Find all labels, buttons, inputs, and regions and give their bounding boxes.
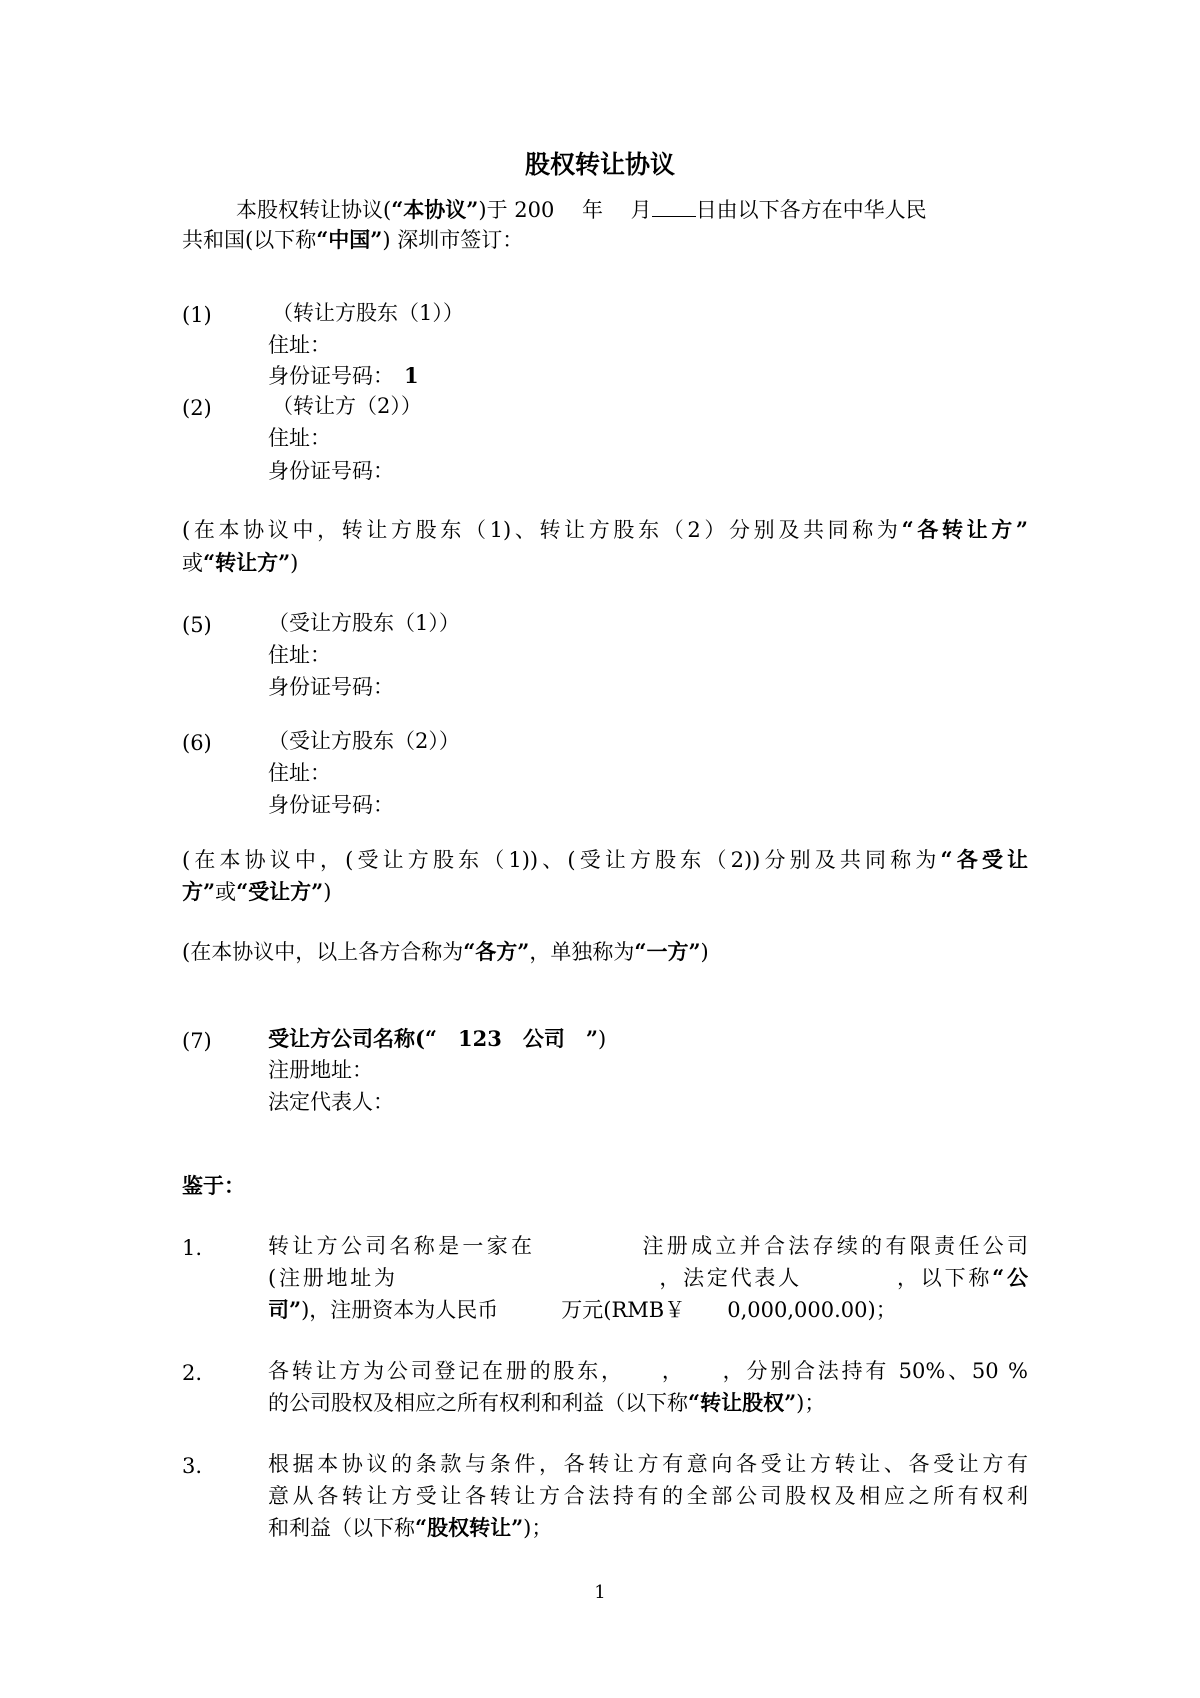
party-address: 住址： xyxy=(268,333,331,357)
id-value: 1 xyxy=(404,363,419,388)
company-legal-rep: 法定代表人： xyxy=(268,1090,394,1114)
clause-text: (注册地址为 ，法定代表人 ，以下称 xyxy=(268,1266,993,1290)
company-name: 受让方公司名称(“ 123 公司 ” xyxy=(268,1026,598,1051)
note-text: (在本协议中，转让方股东（1)、转让方股东（2）分别及共同称为 xyxy=(182,518,902,542)
party-name xyxy=(268,1024,606,1054)
defined-term: “中国” xyxy=(316,227,383,252)
id-label: 身份证号码： xyxy=(268,364,394,388)
whereas-heading: 鉴于： xyxy=(182,1173,245,1198)
note-text: 或 xyxy=(215,880,237,904)
intro-line-2 xyxy=(182,225,523,255)
defined-term: “公 xyxy=(992,1265,1028,1290)
party-name: （转让方（2）） xyxy=(272,394,422,418)
document-title: 股权转让协议 xyxy=(524,150,675,179)
party-id: 身份证号码： xyxy=(268,459,394,483)
party-number: (2) xyxy=(182,396,212,420)
whereas-item-3-line-2: 意从各转让方受让各转让方合法持有的全部公司股权及相应之所有权利 xyxy=(268,1484,1028,1508)
party-name: （受让方股东（1）） xyxy=(268,611,460,635)
defined-term: “股权转让” xyxy=(415,1515,524,1540)
clause-text: 的公司股权及相应之所有权利和利益（以下称 xyxy=(268,1391,688,1415)
clause-text: )； xyxy=(796,1391,826,1415)
party-number: (5) xyxy=(182,613,212,637)
intro-text: )于 200 年 月 xyxy=(478,198,652,222)
note-all-parties xyxy=(182,937,709,967)
whereas-item-1-line-1: 转让方公司名称是一家在 注册成立并合法存续的有限责任公司 xyxy=(268,1234,1028,1258)
defined-term: “各方” xyxy=(463,939,530,964)
party-id: 身份证号码： xyxy=(268,793,394,817)
company-registered-address: 注册地址： xyxy=(268,1058,373,1082)
defined-term: “转让股权” xyxy=(688,1390,797,1415)
whereas-item-1-line-2 xyxy=(268,1263,1028,1293)
party-number: (6) xyxy=(182,731,212,755)
defined-term: 方” xyxy=(182,879,216,904)
note-text: (在本协议中，以上各方合称为 xyxy=(182,940,464,964)
party-address: 住址： xyxy=(268,643,331,667)
intro-text: 日由以下各方在中华人民 xyxy=(695,198,927,222)
date-blank xyxy=(652,196,696,217)
intro-text: 本股权转让协议( xyxy=(236,198,392,222)
party-id: 身份证号码： xyxy=(268,675,394,699)
note-text: 或 xyxy=(182,551,203,575)
whereas-item-1-line-3 xyxy=(268,1295,897,1325)
note-text: ) xyxy=(290,551,299,575)
party-number: (7) xyxy=(182,1029,212,1053)
whereas-item-2-line-2 xyxy=(268,1388,825,1418)
party-name: （转让方股东（1）） xyxy=(272,301,464,325)
clause-text: )，注册资本为人民币 万元(RMB￥ 0,000,000.00)； xyxy=(301,1298,897,1322)
whereas-item-3-line-3 xyxy=(268,1513,552,1543)
note-text: ) xyxy=(323,880,332,904)
defined-term: “一方” xyxy=(634,939,701,964)
company-name-close: ) xyxy=(597,1027,607,1051)
defined-term: 司” xyxy=(268,1297,302,1322)
note-text: ，单独称为 xyxy=(529,940,635,964)
party-number: (1) xyxy=(182,303,212,327)
note-transferee-line-2 xyxy=(182,877,331,907)
whereas-item-number: 1. xyxy=(182,1236,203,1260)
defined-term: “各受让 xyxy=(940,847,1028,872)
note-transferor-line-2 xyxy=(182,548,298,578)
party-address: 住址： xyxy=(268,761,331,785)
note-transferor-line-1 xyxy=(182,515,1028,545)
clause-text: )； xyxy=(523,1516,553,1540)
defined-term: “转让方” xyxy=(203,550,291,575)
party-id xyxy=(268,361,419,391)
party-name: （受让方股东（2）） xyxy=(268,729,460,753)
intro-text: 共和国(以下称 xyxy=(182,228,317,252)
note-text: ) xyxy=(700,940,709,964)
page-number: 1 xyxy=(594,1582,606,1603)
whereas-item-number: 3. xyxy=(182,1454,203,1478)
note-text: (在本协议中，(受让方股东（1))、(受让方股东（2))分别及共同称为 xyxy=(182,848,941,872)
defined-term: “受让方” xyxy=(236,879,324,904)
whereas-item-3-line-1: 根据本协议的条款与条件，各转让方有意向各受让方转让、各受让方有 xyxy=(268,1452,1028,1476)
defined-term: “各转让方” xyxy=(901,517,1028,542)
clause-text: 和利益（以下称 xyxy=(268,1516,415,1540)
note-transferee-line-1 xyxy=(182,845,1028,875)
intro-text: ) 深圳市签订： xyxy=(382,228,524,252)
whereas-item-number: 2. xyxy=(182,1361,203,1385)
whereas-item-2-line-1: 各转让方为公司登记在册的股东， ， ，分别合法持有 50%、50 % xyxy=(268,1359,1028,1383)
party-address: 住址： xyxy=(268,426,331,450)
intro-line-1 xyxy=(236,195,927,225)
defined-term: “本协议” xyxy=(391,197,479,222)
